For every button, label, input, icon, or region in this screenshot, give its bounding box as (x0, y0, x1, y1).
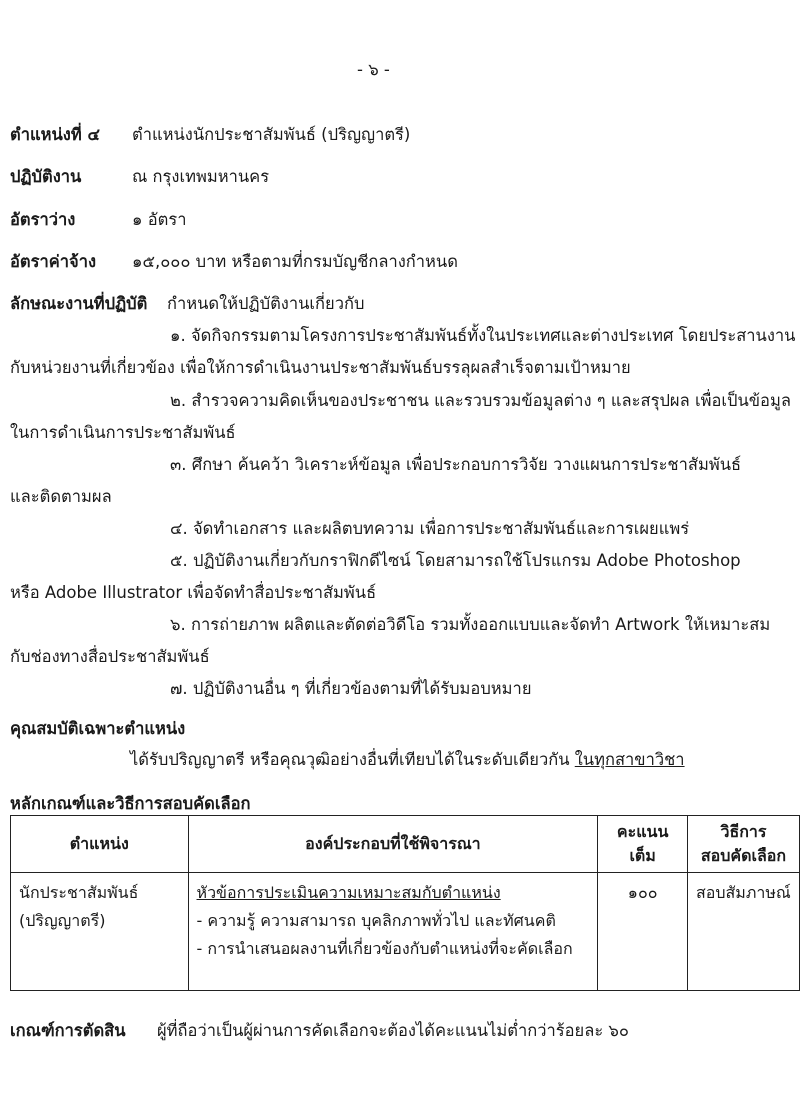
page-number: - ๖ - (357, 60, 390, 79)
duty-item-1-line2: กับหน่วยงานที่เกี่ยวข้อง เพื่อให้การดำเนินงานประชาสัมพันธ์บรรลุผลสำเร็จตามเป้าหมาย (10, 358, 631, 377)
duty-item-4-line1: ๔. จัดทำเอกสาร และผลิตบทความ เพื่อการประชาสัมพันธ์และการเผยแพร่ (170, 519, 690, 538)
workplace-value: ณ กรุงเทพมหานคร (132, 167, 270, 186)
duty-item-5-line1: ๕. ปฏิบัติงานเกี่ยวกับกราฟิกดีไซน์ โดยสามารถใช้โปรแกรม Adobe Photoshop (170, 551, 741, 570)
duties-intro: กำหนดให้ปฏิบัติงานเกี่ยวกับ (167, 294, 365, 313)
position-value: ตำแหน่งนักประชาสัมพันธ์ (ปริญญาตรี) (132, 125, 411, 144)
decision-label: เกณฑ์การตัดสิน (10, 1021, 126, 1040)
duty-item-6-line2: กับช่องทางสื่อประชาสัมพันธ์ (10, 647, 210, 666)
salary-label: อัตราค่าจ้าง (10, 252, 97, 271)
qualification-field-underlined: ในทุกสาขาวิชา (574, 750, 685, 769)
duty-item-5-line2: หรือ Adobe Illustrator เพื่อจัดทำสื่อประชาสัมพันธ์ (10, 583, 377, 602)
duty-item-2-line1: ๒. สำรวจความคิดเห็นของประชาชน และรวบรวมข้อมูลต่าง ๆ และสรุปผล เพื่อเป็นข้อมูล (170, 391, 791, 410)
header-criteria: องค์ประกอบที่ใช้พิจารณา (188, 816, 598, 873)
criteria-title: หัวข้อการประเมินความเหมาะสมกับตำแหน่ง (196, 883, 501, 902)
row-criteria (188, 873, 598, 991)
selection-criteria-table (10, 815, 800, 991)
vacancy-value: ๑ อัตรา (132, 210, 187, 229)
decision-text: ผู้ที่ถือว่าเป็นผู้ผ่านการคัดเลือกจะต้องได้คะแนนไม่ต่ำกว่าร้อยละ ๖๐ (157, 1021, 629, 1040)
qualification-line (130, 747, 685, 773)
duty-item-6-line1: ๖. การถ่ายภาพ ผลิตและตัดต่อวิดีโอ รวมทั้งออกแบบและจัดทำ Artwork ให้เหมาะสม (170, 615, 771, 634)
criteria-item: - ความรู้ ความสามารถ บุคลิกภาพทั่วไป และทัศนคติ (196, 911, 556, 930)
header-method: วิธีการ สอบคัดเลือก (687, 816, 799, 873)
table-row (11, 873, 800, 991)
header-position: ตำแหน่ง (11, 816, 189, 873)
row-score: ๑๐๐ (598, 873, 688, 991)
selection-heading: หลักเกณฑ์และวิธีการสอบคัดเลือก (10, 794, 251, 813)
header-score: คะแนน เต็ม (598, 816, 688, 873)
position-label: ตำแหน่งที่ ๔ (10, 125, 100, 144)
duty-item-1-line1: ๑. จัดกิจกรรมตามโครงการประชาสัมพันธ์ทั้งในประเทศและต่างประเทศ โดยประสานงาน (170, 326, 796, 345)
row-method: สอบสัมภาษณ์ (687, 873, 799, 991)
row-position: นักประชาสัมพันธ์ (ปริญญาตรี) (11, 873, 189, 991)
qualification-heading: คุณสมบัติเฉพาะตำแหน่ง (10, 719, 186, 738)
duty-item-7-line1: ๗. ปฏิบัติงานอื่น ๆ ที่เกี่ยวข้องตามที่ได้รับมอบหมาย (170, 679, 532, 698)
vacancy-label: อัตราว่าง (10, 210, 76, 229)
workplace-label: ปฏิบัติงาน (10, 167, 82, 186)
qualification-text: ได้รับปริญญาตรี หรือคุณวุฒิอย่างอื่นที่เทียบได้ในระดับเดียวกัน (130, 750, 570, 769)
table-header-row (11, 816, 800, 873)
criteria-item: - การนำเสนอผลงานที่เกี่ยวข้องกับตำแหน่งที่จะคัดเลือก (196, 939, 573, 958)
duty-item-2-line2: ในการดำเนินการประชาสัมพันธ์ (10, 423, 236, 442)
salary-value: ๑๕,๐๐๐ บาท หรือตามที่กรมบัญชีกลางกำหนด (132, 252, 458, 271)
duties-label: ลักษณะงานที่ปฏิบัติ (10, 294, 148, 313)
duty-item-3-line2: และติดตามผล (10, 487, 112, 506)
duty-item-3-line1: ๓. ศึกษา ค้นคว้า วิเคราะห์ข้อมูล เพื่อประกอบการวิจัย วางแผนการประชาสัมพันธ์ (170, 455, 742, 474)
